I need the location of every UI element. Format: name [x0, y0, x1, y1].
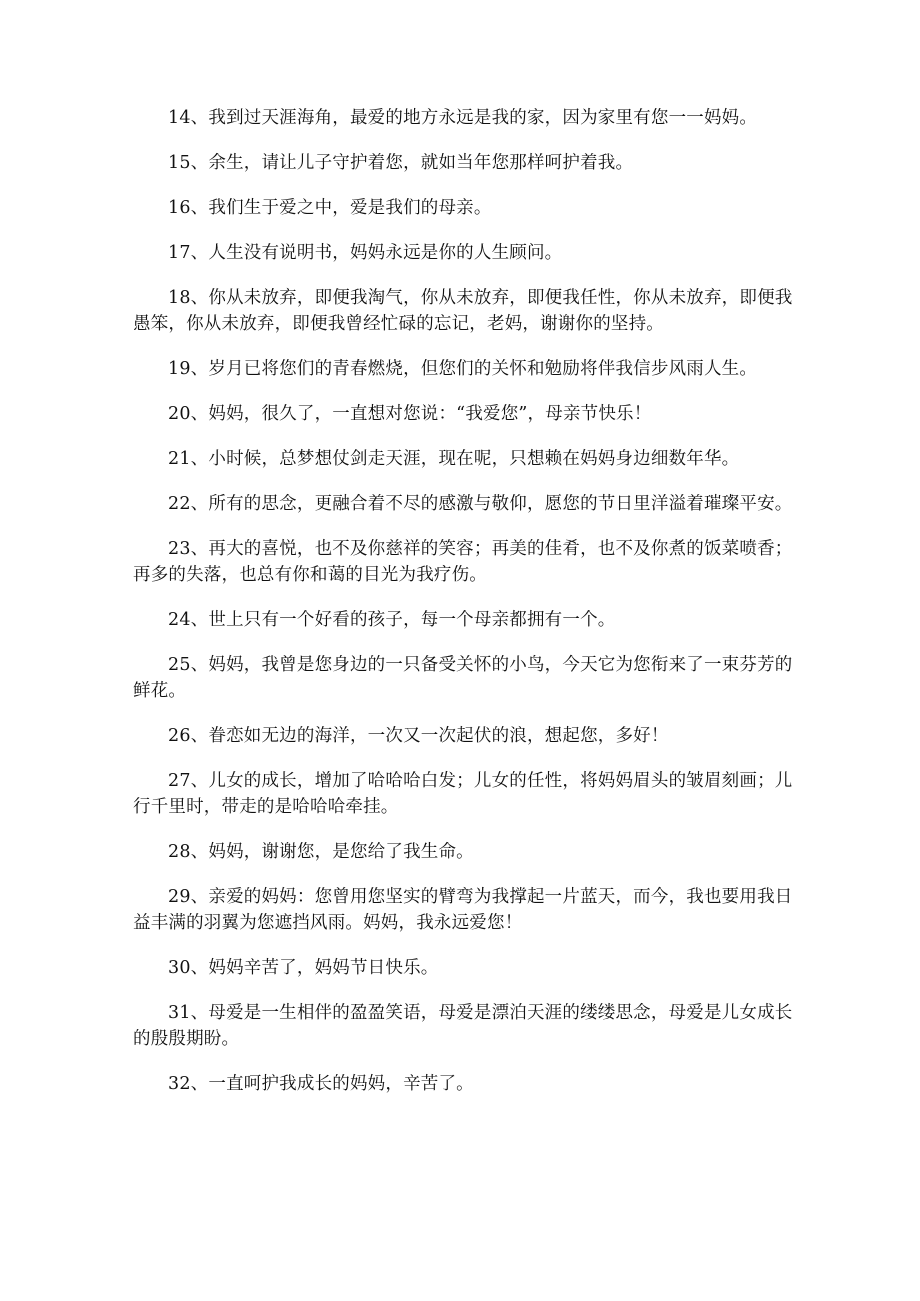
paragraph-30: 30、妈妈辛苦了，妈妈节日快乐。: [168, 958, 439, 978]
paragraph-22: 22、所有的思念，更融合着不尽的感激与敬仰，愿您的节日里洋溢着璀璨平安。: [168, 494, 793, 514]
paragraph-24: 24、世上只有一个好看的孩子，每一个母亲都拥有一个。: [168, 610, 616, 630]
paragraph-15: 15、余生，请让儿子守护着您，就如当年您那样呵护着我。: [168, 153, 634, 173]
paragraph-32: 32、一直呵护我成长的妈妈，辛苦了。: [168, 1074, 474, 1094]
paragraph-23: 23、再大的喜悦，也不及你慈祥的笑容；再美的佳肴，也不及你煮的饭菜喷香；再多的失落，也总有你和蔼的目光为我疗伤。: [133, 539, 793, 585]
paragraph-17: 17、人生没有说明书，妈妈永远是你的人生顾问。: [168, 243, 563, 263]
paragraph-18: 18、你从未放弃，即便我淘气，你从未放弃，即便我任性，你从未放弃，即便我愚笨，你从未放弃，即便我曾经忙碌的忘记，老妈，谢谢你的坚持。: [133, 288, 793, 334]
paragraph-20: 20、妈妈，很久了，一直想对您说：“我爱您”，母亲节快乐！: [168, 404, 652, 424]
paragraph-31: 31、母爱是一生相伴的盈盈笑语，母爱是漂泊天涯的缕缕思念，母爱是儿女成长的殷殷期盼。: [133, 1003, 793, 1049]
paragraph-25: 25、妈妈，我曾是您身边的一只备受关怀的小鸟，今天它为您衔来了一束芬芳的鲜花。: [133, 655, 793, 701]
paragraph-14: 14、我到过天涯海角，最爱的地方永远是我的家，因为家里有您一一妈妈。: [168, 108, 758, 128]
paragraph-21: 21、小时候，总梦想仗剑走天涯，现在呢，只想赖在妈妈身边细数年华。: [168, 449, 740, 469]
paragraph-26: 26、眷恋如无边的海洋，一次又一次起伏的浪，想起您，多好！: [168, 726, 669, 746]
paragraph-29: 29、亲爱的妈妈：您曾用您坚实的臂弯为我撑起一片蓝天，而今，我也要用我日益丰满的羽翼为您遮挡风雨。妈妈，我永远爱您！: [133, 887, 793, 933]
paragraph-27: 27、儿女的成长，增加了哈哈哈白发；儿女的任性，将妈妈眉头的皱眉刻画；儿行千里时，带走的是哈哈哈牵挂。: [133, 771, 793, 817]
paragraph-28: 28、妈妈，谢谢您，是您给了我生命。: [168, 842, 474, 862]
document-body: [133, 105, 793, 1116]
paragraph-16: 16、我们生于爱之中，爱是我们的母亲。: [168, 198, 492, 218]
paragraph-19: 19、岁月已将您们的青春燃烧，但您们的关怀和勉励将伴我信步风雨人生。: [168, 359, 758, 379]
